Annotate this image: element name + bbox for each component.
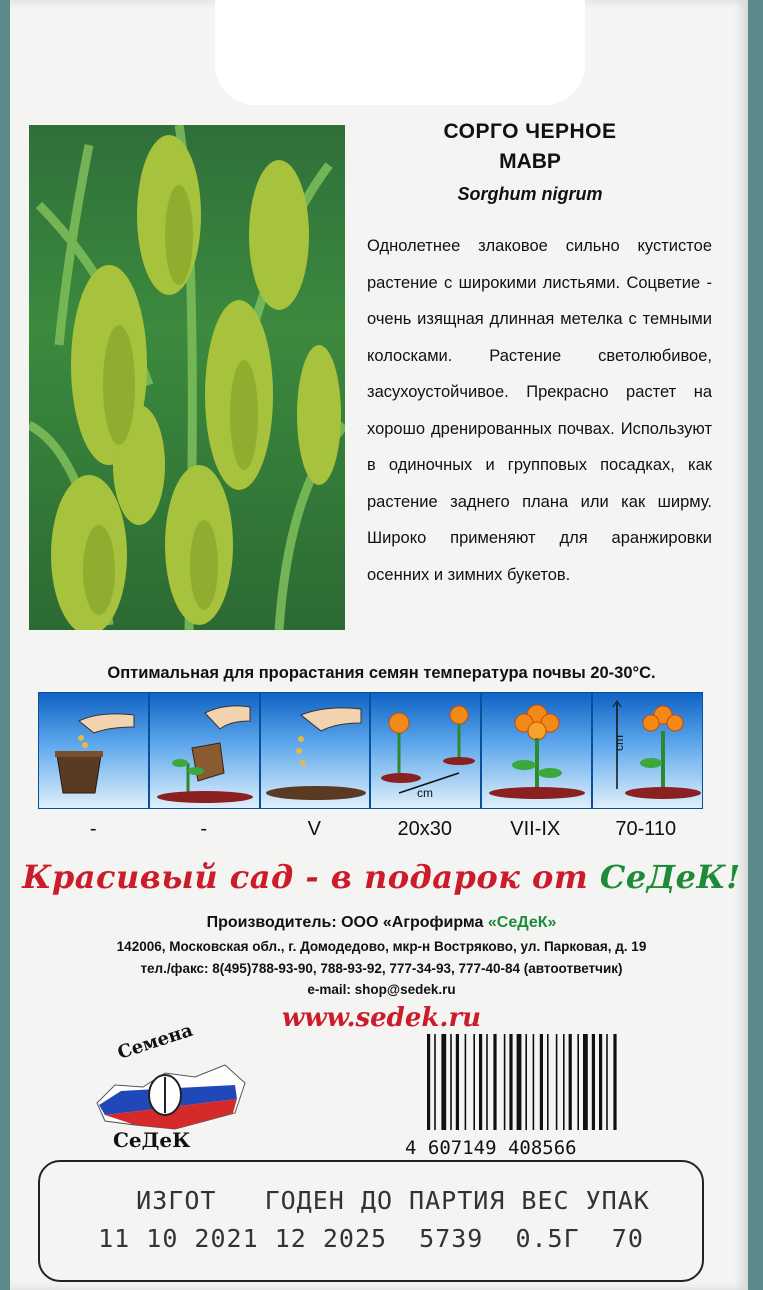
barcode-bar <box>547 1034 549 1130</box>
barcode-bar <box>577 1034 579 1130</box>
logo-top-text: Семена <box>115 1025 196 1064</box>
soil-temperature-text: Оптимальная для прорастания семян температура почвы 20-30°С. <box>107 664 656 682</box>
slogan-brand: СеДеК! <box>599 858 741 896</box>
plant-seedling-icon <box>150 693 259 808</box>
website-link[interactable]: www.sedek.ru <box>281 1003 482 1033</box>
stamp-headers: ИЗГОТ ГОДЕН ДО ПАРТИЯ ВЕС УПАК <box>136 1186 650 1215</box>
product-variety: МАВР <box>499 150 561 173</box>
growing-icons <box>38 692 703 809</box>
production-stamp <box>38 1160 704 1282</box>
manufacturer-address: 142006, Московская обл., г. Домодедово, мкр-н Востряково, ул. Парковая, д. 19 <box>116 939 647 954</box>
manufacturer-label: Производитель: ООО «Агрофирма <box>206 914 488 931</box>
barcode-bar <box>509 1034 512 1130</box>
slogan <box>20 858 743 896</box>
value-sow-month: V <box>307 818 321 840</box>
barcode-bar <box>465 1034 467 1130</box>
barcode-bar <box>493 1034 496 1130</box>
manufacturer <box>20 914 743 932</box>
sow-in-ground-icon <box>261 693 370 808</box>
value-sow-pot: - <box>89 818 97 840</box>
sedek-logo <box>85 1025 255 1155</box>
barcode-bar <box>517 1034 522 1130</box>
plant-height-icon <box>593 693 702 808</box>
manufacturer-brand: «СеДеК» <box>487 914 557 931</box>
barcode-bar <box>525 1034 527 1130</box>
barcode-bar <box>456 1034 459 1130</box>
barcode-bar <box>434 1034 436 1130</box>
stamp-values: 11 10 2021 12 2025 5739 0.5Г 70 <box>98 1224 644 1253</box>
latin-name: Sorghum nigrum <box>457 184 603 204</box>
value-seedling: - <box>200 818 208 840</box>
barcode-bar <box>427 1034 430 1130</box>
manufacturer-phone: тел./факс: 8(495)788-93-90, 788-93-92, 777-34-93, 777-40-84 (автоответчик) <box>140 961 623 976</box>
value-height: 70-110 <box>615 818 677 840</box>
barcode-bar <box>473 1034 475 1130</box>
barcode-bar <box>556 1034 558 1130</box>
barcode-bar <box>592 1034 595 1130</box>
barcode-number: 4 607149 408566 <box>405 1137 577 1158</box>
barcode-bar <box>441 1034 446 1130</box>
product-description: Однолетнее злаковое сильно кустистое растение с широкими листьями. Соцветие - очень изящная длинная метелка с темными колосками. Растение светолюбивое, засухоустойчивое. Прекрасно растет на хорошо дренированных почвах. Используют в одиночных и групповых посадках, как растение заднего плана или как ширму. Широко применяют для аранжировки осенних и зимних букетов. <box>367 237 712 584</box>
barcode-bar <box>583 1034 588 1130</box>
height-cm-label: cm <box>612 735 627 751</box>
value-spacing: 20x30 <box>397 818 452 840</box>
growing-values <box>38 818 701 841</box>
barcode-bar <box>599 1034 602 1130</box>
hang-tab <box>215 0 585 105</box>
barcode-bar <box>479 1034 482 1130</box>
flowering-icon <box>482 693 591 808</box>
barcode-bar <box>613 1034 616 1130</box>
sow-in-pot-icon <box>39 693 148 808</box>
product-photo <box>29 125 345 630</box>
barcode-bar <box>569 1034 572 1130</box>
plant-spacing-icon <box>371 693 480 808</box>
barcode-bar <box>533 1034 535 1130</box>
barcode-bar <box>540 1034 543 1130</box>
barcode-bar <box>450 1034 452 1130</box>
barcode-bar <box>504 1034 506 1130</box>
barcode-bar <box>486 1034 488 1130</box>
barcode-bar <box>563 1034 565 1130</box>
barcode-bar <box>606 1034 608 1130</box>
logo-bottom-text: СеДеК <box>113 1128 191 1152</box>
product-title: СОРГО ЧЕРНОЕ <box>443 120 617 143</box>
slogan-text: Красивый сад - в подарок от <box>22 858 600 896</box>
barcode <box>405 1030 653 1158</box>
spacing-cm-label: cm <box>417 786 434 800</box>
manufacturer-email[interactable]: e-mail: shop@sedek.ru <box>307 982 456 997</box>
value-flowering: VII-IX <box>510 818 561 840</box>
